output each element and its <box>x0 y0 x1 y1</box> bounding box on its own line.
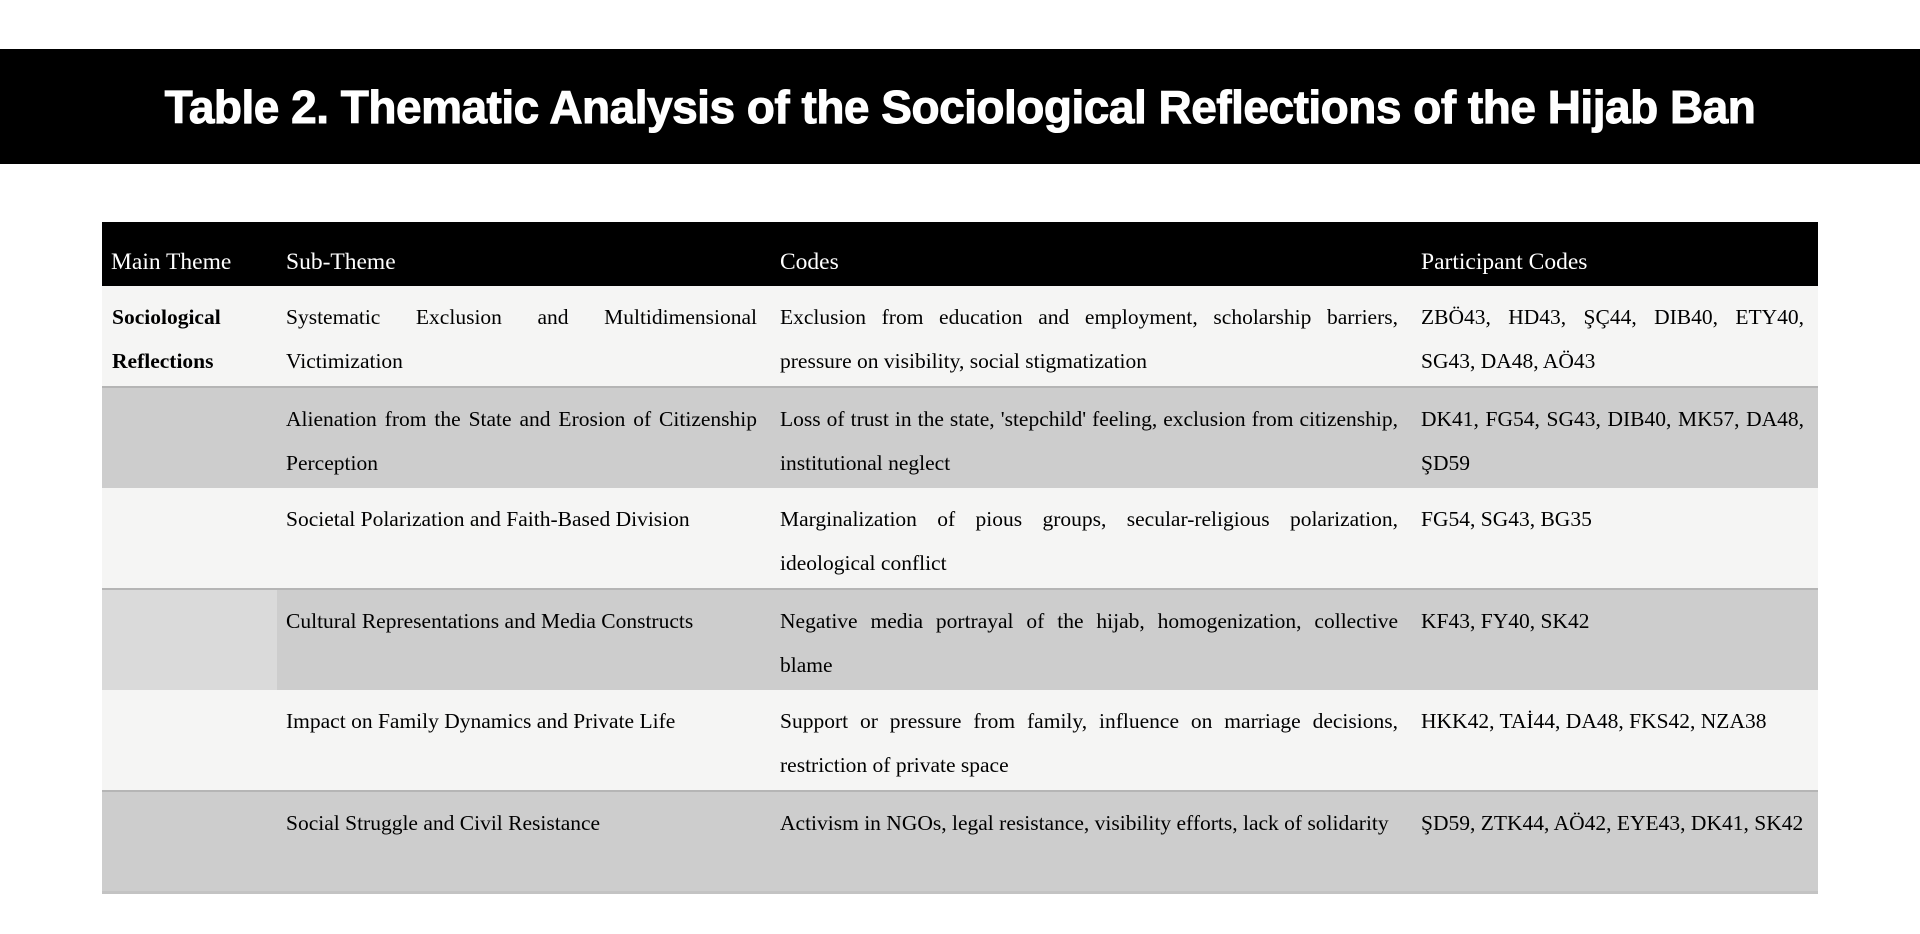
cell-sub-theme: Cultural Representations and Media Constructs <box>277 589 771 690</box>
cell-participant-codes: DK41, FG54, SG43, DIB40, MK57, DA48, ŞD59 <box>1412 387 1818 488</box>
table-title-banner <box>0 49 1920 164</box>
table-body <box>102 286 1818 892</box>
column-header-main-theme: Main Theme <box>102 222 277 286</box>
cell-main-theme: Sociological Reflections <box>102 286 277 387</box>
table-row <box>102 488 1818 589</box>
cell-main-theme <box>102 589 277 690</box>
column-header-codes: Codes <box>771 222 1412 286</box>
column-header-participant-codes: Participant Codes <box>1412 222 1818 286</box>
cell-codes: Support or pressure from family, influence on marriage decisions, restriction of private space <box>771 690 1412 791</box>
table-row <box>102 286 1818 387</box>
cell-main-theme <box>102 690 277 791</box>
cell-sub-theme: Societal Polarization and Faith-Based Division <box>277 488 771 589</box>
cell-participant-codes: ZBÖ43, HD43, ŞÇ44, DIB40, ETY40, SG43, DA48, AÖ43 <box>1412 286 1818 387</box>
cell-participant-codes: KF43, FY40, SK42 <box>1412 589 1818 690</box>
cell-codes: Loss of trust in the state, 'stepchild' feeling, exclusion from citizenship, institutional neglect <box>771 387 1412 488</box>
thematic-analysis-table <box>102 222 1818 894</box>
cell-main-theme <box>102 488 277 589</box>
cell-codes: Negative media portrayal of the hijab, homogenization, collective blame <box>771 589 1412 690</box>
cell-sub-theme: Systematic Exclusion and Multidimensional Victimization <box>277 286 771 387</box>
cell-codes: Marginalization of pious groups, secular-religious polarization, ideological conflict <box>771 488 1412 589</box>
table-row <box>102 589 1818 690</box>
cell-main-theme <box>102 791 277 892</box>
table-title: Table 2. Thematic Analysis of the Sociological Reflections of the Hijab Ban <box>164 80 1756 133</box>
table-row <box>102 791 1818 892</box>
cell-codes: Exclusion from education and employment, scholarship barriers, pressure on visibility, social stigmatization <box>771 286 1412 387</box>
cell-codes: Activism in NGOs, legal resistance, visibility efforts, lack of solidarity <box>771 791 1412 892</box>
column-header-sub-theme: Sub-Theme <box>277 222 771 286</box>
table-row <box>102 690 1818 791</box>
table-row <box>102 387 1818 488</box>
cell-participant-codes: ŞD59, ZTK44, AÖ42, EYE43, DK41, SK42 <box>1412 791 1818 892</box>
table-header-row <box>102 222 1818 286</box>
cell-participant-codes: HKK42, TAİ44, DA48, FKS42, NZA38 <box>1412 690 1818 791</box>
cell-sub-theme: Social Struggle and Civil Resistance <box>277 791 771 892</box>
cell-participant-codes: FG54, SG43, BG35 <box>1412 488 1818 589</box>
cell-sub-theme: Impact on Family Dynamics and Private Life <box>277 690 771 791</box>
cell-sub-theme: Alienation from the State and Erosion of Citizenship Perception <box>277 387 771 488</box>
cell-main-theme <box>102 387 277 488</box>
